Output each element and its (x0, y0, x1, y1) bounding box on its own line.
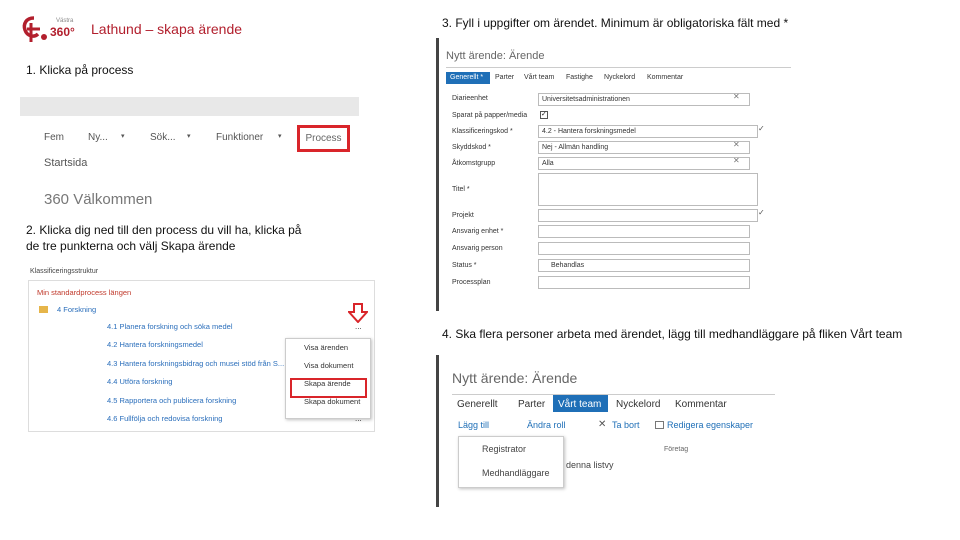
menu-item-create-document[interactable]: Skapa dokument (304, 397, 361, 406)
more-options-button[interactable]: ... (355, 322, 362, 331)
step2-caption-line1: 2. Klicka dig ned till den process du vill ha, klicka på (26, 223, 302, 237)
tree-item[interactable]: 4.5 Rapportera och publicera forskning (107, 396, 237, 405)
nav-item-search[interactable]: Sök... (150, 132, 176, 143)
remove-button[interactable]: Ta bort (612, 420, 640, 430)
tree-item[interactable]: 4.3 Hantera forskningsbidrag och musei stöd från S... (107, 359, 285, 368)
form-title: Nytt ärende: Ärende (446, 50, 545, 62)
tree-item[interactable]: 4.4 Utföra forskning (107, 377, 173, 386)
tab-general[interactable]: Generellt (457, 399, 498, 410)
field-label: Ansvarig enhet * (452, 228, 504, 235)
folder-icon (39, 306, 48, 313)
classification-panel-title: Klassificeringsstruktur (30, 268, 99, 275)
field-label: Processplan (452, 279, 491, 286)
field-label: Diarieenhet (452, 95, 488, 102)
field-label: Skyddskod * (452, 144, 491, 151)
field-label: Projekt (452, 212, 474, 219)
tab-parties[interactable]: Parter (518, 399, 546, 410)
create-case-highlight (290, 378, 367, 398)
tree-folder[interactable]: 4 Forskning (57, 305, 97, 314)
startpage-label: Startsida (44, 157, 88, 169)
project-field[interactable] (538, 209, 758, 222)
process-label: Process (305, 133, 342, 144)
menu-item-registrar[interactable]: Registrator (482, 444, 527, 454)
remove-icon: ✕ (598, 419, 607, 430)
change-role-button[interactable]: Ändra roll (527, 420, 566, 430)
add-dropdown-menu (458, 436, 564, 488)
nav-item-functions[interactable]: Funktioner (216, 132, 264, 143)
divider (446, 67, 791, 68)
step2-caption-line2: de tre punkterna och välj Skapa ärende (26, 239, 236, 253)
responsible-unit-field[interactable] (538, 225, 750, 238)
tab-team[interactable]: Vårt team (524, 74, 555, 81)
step4-caption: 4. Ska flera personer arbeta med ärendet, lägg till medhandläggare på fliken Vårt team (442, 327, 903, 341)
saved-on-paper-checkbox[interactable]: ✓ (541, 111, 547, 118)
menu-item-show-cases[interactable]: Visa ärenden (304, 343, 349, 352)
logo-top-text: Västra (56, 18, 74, 24)
tree-item[interactable]: 4.6 Fullfölja och redovisa forskning (107, 414, 223, 423)
tab-comment[interactable]: Kommentar (647, 74, 684, 81)
welcome-heading: 360 Välkommen (44, 191, 153, 208)
step1-caption: 1. Klicka på process (26, 63, 134, 77)
form-title: Nytt ärende: Ärende (452, 370, 578, 386)
menu-item-create-case[interactable]: Skapa ärende (304, 379, 351, 388)
clear-icon[interactable]: ✕ (733, 156, 740, 165)
field-label: Status * (452, 262, 477, 269)
tab-parties[interactable]: Parter (495, 74, 515, 81)
classification-code-field[interactable]: 4.2 - Hantera forskningsmedel (538, 125, 758, 138)
add-button[interactable]: Lägg till (458, 420, 490, 430)
tab-property[interactable]: Fastighe (566, 74, 593, 81)
field-label: Titel * (452, 186, 470, 193)
tree-item[interactable]: 4.2 Hantera forskningsmedel (107, 340, 203, 349)
chevron-down-icon: ▾ (121, 133, 125, 140)
check-icon: ✓ (758, 208, 765, 217)
nav-item-fem[interactable]: Fem (44, 132, 64, 143)
page-title: Lathund – skapa ärende (91, 21, 243, 37)
tab-general[interactable]: Generellt * (450, 74, 484, 81)
field-label: Ansvarig person (452, 245, 503, 252)
tab-team[interactable]: Vårt team (558, 399, 602, 410)
edit-properties-button[interactable]: Redigera egenskaper (667, 420, 754, 430)
list-view-text: denna listvy (566, 460, 614, 470)
responsible-person-field[interactable] (538, 242, 750, 255)
tab-keywords[interactable]: Nyckelord (604, 74, 636, 81)
tab-keywords[interactable]: Nyckelord (616, 399, 661, 410)
menu-item-co-handler[interactable]: Medhandläggare (482, 468, 550, 478)
edit-properties-icon (655, 421, 664, 429)
logo-brand-text: 360° (50, 25, 75, 39)
check-icon: ✓ (758, 124, 765, 133)
nav-item-process[interactable] (297, 125, 350, 152)
field-label: Åtkomstgrupp (452, 160, 496, 167)
process-plan-field[interactable] (538, 276, 750, 289)
chevron-down-icon: ▾ (278, 133, 282, 140)
title-field[interactable] (538, 173, 758, 206)
tab-comment[interactable]: Kommentar (675, 399, 727, 410)
nav-item-new[interactable]: Ny... (88, 132, 108, 143)
registry-unit-field[interactable]: Universitetsadministrationen (538, 93, 750, 106)
field-label: Klassificeringskod * (452, 128, 513, 135)
field-label: Sparat på papper/media (452, 112, 528, 119)
access-group-field[interactable]: Alla (538, 157, 750, 170)
app-top-bar (20, 97, 359, 116)
chevron-down-icon: ▾ (187, 133, 191, 140)
status-field[interactable]: Behandlas (538, 259, 750, 272)
clear-icon[interactable]: ✕ (733, 140, 740, 149)
logo (20, 14, 80, 46)
clear-icon[interactable]: ✕ (733, 92, 740, 101)
step3-caption: 3. Fyll i uppgifter om ärendet. Minimum är obligatoriska fält med * (442, 16, 789, 30)
tree-item[interactable]: 4.1 Planera forskning och söka medel (107, 322, 233, 331)
protection-code-field[interactable]: Nej - Allmän handling (538, 141, 750, 154)
tree-root[interactable]: Min standardprocess längen (37, 288, 132, 297)
company-column-header: Företag (664, 446, 689, 453)
menu-item-show-documents[interactable]: Visa dokument (304, 361, 354, 370)
